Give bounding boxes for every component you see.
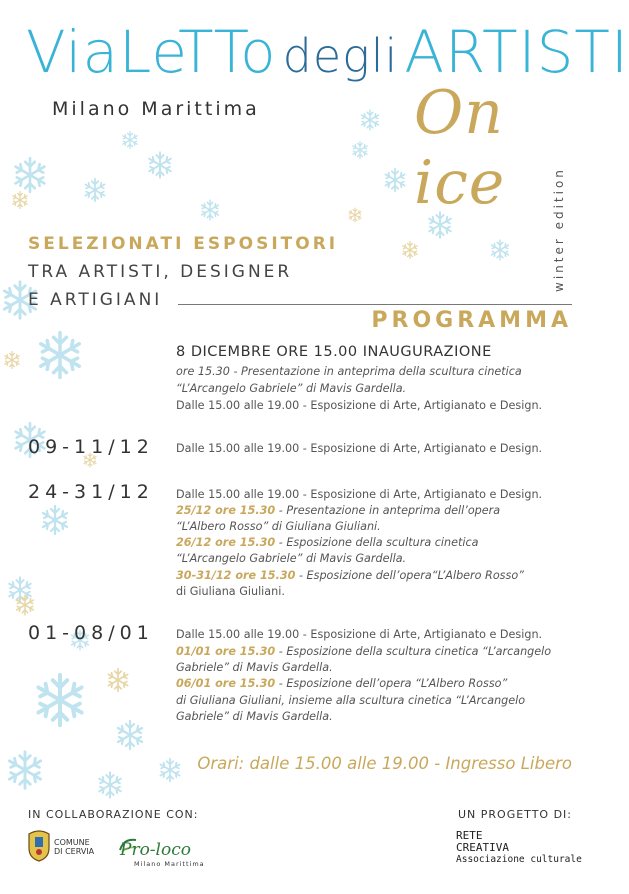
- program-line: di Giuliana Giuliani.: [176, 585, 285, 598]
- program-time: 06/01 ore 15.30: [176, 677, 276, 690]
- program-line: di Giuliana Giuliani, insieme alla scultura cinetica “L’Arcangelo: [176, 694, 526, 707]
- program-text: - Esposizione della scultura cinetica: [275, 536, 479, 549]
- project-label: UN PROGETTO DI:: [457, 808, 572, 821]
- inaugurazione-title: 8 DICEMBRE ORE 15.00 INAUGURAZIONE: [176, 344, 492, 360]
- rete-line-2: CREATIVA: [456, 841, 509, 854]
- program-line: Dalle 15.00 alle 19.00 - Esposizione di Arte, Artigianato e Design.: [176, 442, 543, 455]
- collaboration-label: IN COLLABORAZIONE CON:: [28, 808, 199, 821]
- proloco-subtitle: Milano Marittima: [134, 860, 205, 868]
- comune-cervia-logo: [54, 838, 94, 856]
- programma-heading: PROGRAMMA: [371, 308, 572, 333]
- program-time: 25/12 ore 15.30: [176, 504, 276, 517]
- rete-creativa-logo: [456, 830, 582, 866]
- program-line: [176, 504, 500, 517]
- program-line: ore 15.30 - Presentazione in anteprima della scultura cinetica: [176, 365, 522, 378]
- program-line: [176, 569, 524, 582]
- title-part-vialetto: ViaLeTTo: [26, 18, 277, 86]
- proloco-name: Pro-loco: [120, 840, 191, 860]
- program-line: Gabriele” di Mavis Gardella.: [176, 710, 333, 723]
- program-text: - Presentazione in anteprima dell’opera: [275, 504, 501, 517]
- program-line: “L’Albero Rosso” di Giuliana Giuliani.: [176, 520, 381, 533]
- title-part-degli: degli: [282, 29, 399, 83]
- program-line: Gabriele” di Mavis Gardella.: [176, 661, 333, 674]
- program-time: 26/12 ore 15.30: [176, 536, 276, 549]
- intro-line-2: TRA ARTISTI, DESIGNER: [28, 262, 293, 282]
- intro-line-3: E ARTIGIANI: [28, 290, 163, 310]
- rete-line-3: Associazione culturale: [456, 854, 582, 865]
- date-heading: 09-11/12: [28, 436, 154, 458]
- program-line: “L’Arcangelo Gabriele” di Mavis Gardella.: [176, 382, 407, 395]
- program-line: [176, 677, 507, 690]
- cervia-crest-icon: [26, 828, 52, 862]
- program-line: Dalle 15.00 alle 19.00 - Esposizione di Arte, Artigianato e Design.: [176, 628, 543, 641]
- program-line: [176, 536, 479, 549]
- intro-line-1: SELEZIONATI ESPOSITORI: [28, 234, 339, 254]
- date-heading: 24-31/12: [28, 481, 154, 503]
- event-title: [26, 18, 629, 86]
- date-heading: 01-08/01: [28, 622, 154, 644]
- program-line: Dalle 15.00 alle 19.00 - Esposizione di Arte, Artigianato e Design.: [176, 488, 543, 501]
- divider: [178, 304, 572, 305]
- program-line: “L’Arcangelo Gabriele” di Mavis Gardella.: [176, 552, 407, 565]
- program-text: - Esposizione della scultura cinetica “L’arcangelo: [275, 645, 552, 658]
- rete-line-1: RETE: [456, 829, 483, 842]
- program-line: [176, 645, 551, 658]
- location-subtitle: Milano Marittima: [52, 98, 260, 120]
- opening-hours: Orari: dalle 15.00 alle 19.00 - Ingresso Libero: [197, 754, 572, 773]
- comune-line-2: DI CERVIA: [54, 847, 95, 856]
- program-time: 30-31/12 ore 15.30: [176, 569, 296, 582]
- program-text: - Esposizione dell’opera“L’Albero Rosso”: [295, 569, 524, 582]
- winter-edition-label: winter edition: [552, 167, 566, 292]
- program-text: - Esposizione dell’opera “L’Albero Rosso”: [275, 677, 508, 690]
- program-time: 01/01 ore 15.30: [176, 645, 276, 658]
- proloco-logo: [120, 840, 205, 868]
- comune-line-1: COMUNE: [54, 838, 90, 847]
- on-ice-script: On ice: [414, 78, 506, 218]
- program-line: Dalle 15.00 alle 19.00 - Esposizione di Arte, Artigianato e Design.: [176, 399, 543, 412]
- title-part-artisti: ARTISTI: [404, 18, 629, 86]
